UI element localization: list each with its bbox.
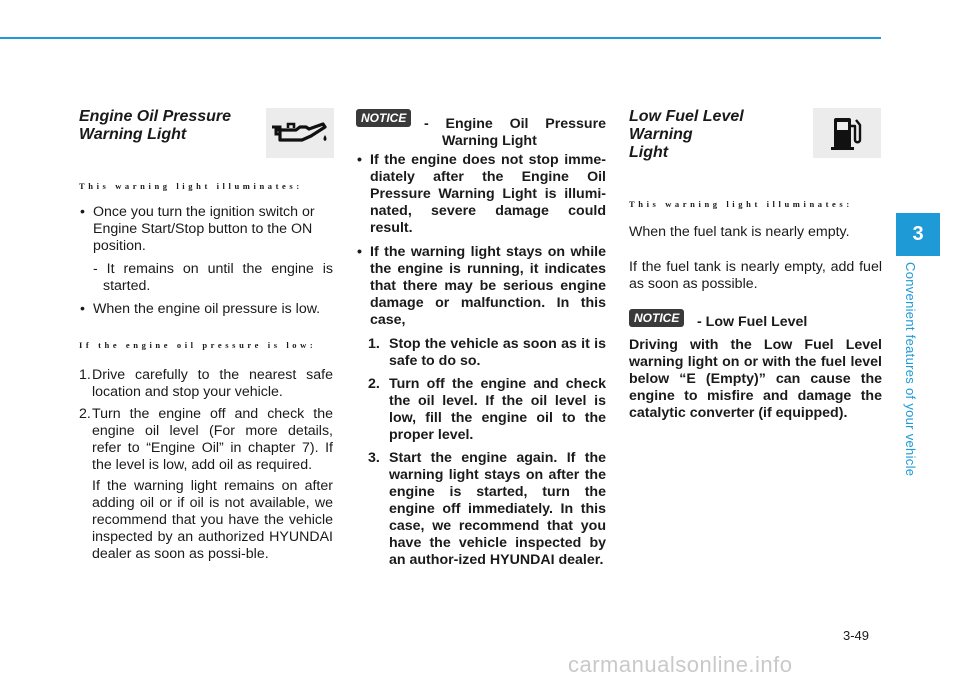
notice-badge: NOTICE [356, 109, 411, 127]
section-title-low-fuel [629, 108, 809, 162]
lead-illuminates: This warning light illuminates: [629, 199, 853, 209]
section-title-engine-oil [79, 108, 249, 144]
list-item [79, 406, 333, 474]
paragraph: When the fuel tank is nearly empty. [629, 224, 850, 240]
list-item [368, 376, 606, 444]
lead-oil-low: If the engine oil pressure is low: [79, 340, 317, 350]
column-notice-oil [356, 108, 606, 569]
step-number: 3. [368, 450, 380, 466]
notice-title: - Low Fuel Level [697, 314, 808, 330]
step-text: Turn off the engine and check the oil level. If the oil level is low, fill the engine oil to the proper level. [389, 376, 606, 443]
step-number: 2. [79, 406, 91, 422]
step-text: Turn the engine off and check the engine oil level (For more details, refer to “Engine Oil” in chapter 7). If the level is low, add oil as required. [92, 406, 333, 473]
list-item: • When the engine oil pressure is low. [79, 301, 333, 318]
notice-title: - Engine Oil Pressure [424, 116, 606, 132]
chapter-tab [896, 213, 940, 256]
list-item: • If the warning light stays on while the engine is running, it indicates that there may be serious engine damage or malfunction. In this case, [356, 244, 606, 329]
list-item: • Once you turn the ignition switch or Engine Start/Stop button to the ON position. [79, 204, 333, 255]
step-number: 1. [368, 336, 380, 352]
chapter-label-text: Convenient features of your vehicle [903, 262, 918, 477]
oil-can-icon [266, 108, 334, 158]
chapter-number: 3 [912, 223, 924, 245]
notice-title-2: Warning Light [442, 133, 537, 149]
notice-body: Driving with the Low Fuel Level warning light on or with the fuel level below “E (Empty)” can cause the engine to misfire and damage the catalytic converter (if equipped). [629, 337, 882, 421]
paragraph: If the fuel tank is nearly empty, add fuel as soon as possible. [629, 259, 882, 292]
title-line-1: Engine Oil Pressure [79, 108, 232, 125]
step-number: 2. [368, 376, 380, 392]
chapter-label [903, 262, 929, 492]
step-extra: If the warning light remains on after adding oil or if oil is not available, we recommend that you have the vehicle inspected by an authorized HYUNDAI dealer as soon as possi-ble. [92, 478, 333, 562]
lead-illuminates: This warning light illuminates: [79, 181, 303, 191]
step-text: Drive carefully to the nearest safe location and stop your vehicle. [92, 367, 333, 400]
notice-header [356, 108, 606, 148]
notice-header [629, 309, 882, 333]
list-item [368, 336, 606, 370]
title-line-2: Light [629, 144, 669, 161]
list-item [368, 450, 606, 569]
fuel-pump-icon [813, 108, 881, 158]
header-rule [0, 37, 881, 39]
notice-badge: NOTICE [629, 309, 684, 327]
page-number: 3-49 [843, 628, 870, 643]
watermark: carmanualsonline.info [568, 652, 793, 677]
column-engine-oil [79, 108, 333, 563]
step-text: Stop the vehicle as soon as it is safe to do so. [389, 336, 606, 369]
list-item [79, 367, 333, 401]
column-low-fuel [629, 108, 882, 422]
title-line-1: Low Fuel Level Warning [629, 108, 744, 143]
sub-item: - It remains on until the engine is started. [93, 261, 333, 294]
step-text: Start the engine again. If the warning light stays on after the engine is started, turn the engine off immediately. In this case, we recommend that you have the vehicle inspected by an author-ized HYUNDAI dealer. [389, 450, 606, 568]
title-line-2: Warning Light [79, 126, 187, 143]
list-item: • If the engine does not stop imme-diately after the Engine Oil Pressure Warning Light is illumi-nated, severe damage could result. [356, 152, 606, 237]
step-number: 1. [79, 367, 91, 383]
